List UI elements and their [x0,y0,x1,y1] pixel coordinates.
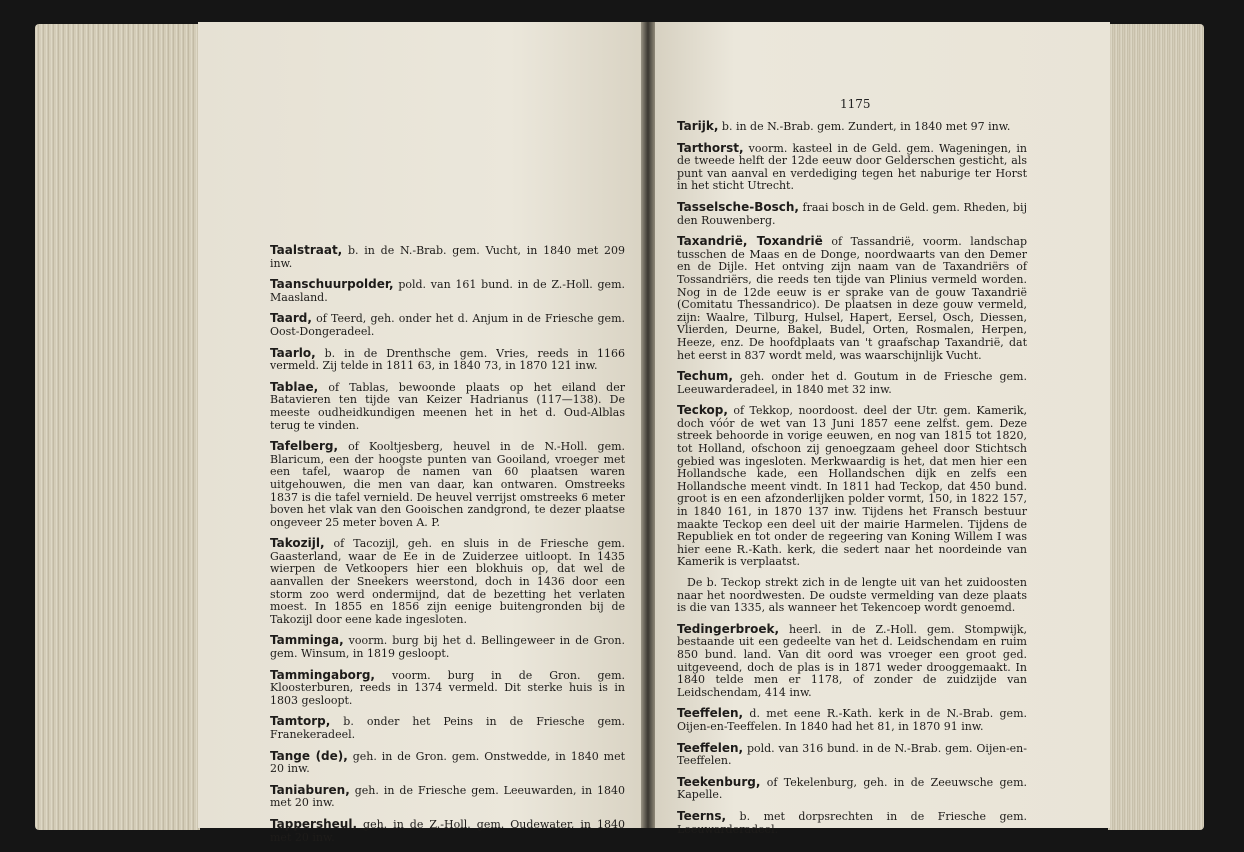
dictionary-entry [270,715,625,741]
entry-headword: Tasselsche-Bosch, [677,199,799,214]
dictionary-entry [677,707,1027,733]
left-column [270,244,625,852]
entry-text: De b. Teckop strekt zich in de lengte uit van het zuidoosten naar het noordwesten. De oudste vermelding van deze plaats is die van 1335, als wanneer het Tekencoep wordt genoemd. [677,576,1027,615]
entry-text: geh. onder het d. Goutum in de Friesche gem. Leeuwarderadeel, in 1840 met 32 inw. [677,370,1027,396]
page-edges-right [1108,24,1204,830]
right-column [677,120,1027,844]
entry-text: pold. van 316 bund. in de N.-Brab. gem. Oijen-en-Teeffelen. [677,741,1027,768]
book-gutter [641,22,655,828]
dictionary-entry [677,810,1027,836]
entry-text: b. in de Drenthsche gem. Vries, reeds in 1166 vermeld. Zij telde in 1811 63, in 1840 73, in 1870 121 inw. [270,346,625,373]
dictionary-entry [677,404,1027,569]
dictionary-entry [270,440,625,529]
entry-headword: Teeffelen, [677,740,744,755]
entry-headword: Teckop, [677,403,728,418]
entry-headword: Tarijk, [677,119,719,133]
entry-headword: Taxandrië, Toxandrië [677,234,823,249]
entry-headword: Teekenburg, [677,774,761,789]
entry-headword: Tablae, [270,379,319,394]
entry-headword: Tange (de), [270,748,348,763]
dictionary-entry [677,120,1027,134]
entry-text: geh. in de Friesche gem. Leeuwarden, in 1840 met 20 inw. [270,783,625,810]
dictionary-entry [677,623,1027,700]
entry-text: b. onder het Peins in de Friesche gem. Franekeradeel. [270,715,625,741]
entry-text: of Tekelenburg, geh. in de Zeeuwsche gem. Kapelle. [677,775,1027,802]
entry-text: b. in de N.-Brab. gem. Zundert, in 1840 met 97 inw. [718,120,1011,133]
entry-text: b. met dorpsrechten in de Friesche gem. Leeuwarderadeel. [677,809,1027,836]
entry-headword: Tamtorp, [270,714,331,729]
entry-headword: Tappersheul, [270,816,358,831]
dictionary-entry [270,818,625,844]
dictionary-entry [677,201,1027,227]
dictionary-entry [270,381,625,432]
dictionary-entry [677,235,1027,362]
dictionary-entry [677,370,1027,396]
dictionary-entry [677,577,1027,615]
entry-headword: Taalstraat, [270,243,343,257]
entry-text: of Tacozijl, geh. en sluis in de Friesche gem. Gaasterland, waar de Ee in de Zuiderzee uitloopt. In 1435 wierpen de Vetkoopers hier een blokhuis op, dat wel de aanvallen der Sneekers weerstond, doch in 1436 door een storm zoo werd ondermijnd, dat de bezetting het verlaten moest. In 1855 en 1856 zijn eenige buitengronden bij de Takozijl door eene kade ingesloten. [270,537,625,626]
dictionary-entry [677,142,1027,193]
entry-text: pold. van 161 bund. in de Z.-Holl. gem. Maasland. [270,278,625,304]
entry-headword: Tamminga, [270,633,344,648]
page-number: 1175 [840,97,871,111]
dictionary-entry [270,278,625,304]
entry-headword: Taniaburen, [270,782,350,797]
entry-text: b. in de N.-Brab. gem. Vucht, in 1840 met 209 inw. [270,244,625,270]
entry-text: voorm. burg in de Gron. gem. Kloosterburen, reeds in 1374 vermeld. Dit sterke huis is in 1803 gesloopt. [270,668,625,707]
entry-text: of Kooltjesberg, heuvel in de N.-Holl. gem. Blaricum, een der hoogste punten van Gooiland, vroeger met een tafel, waarop de namen van 60 plaatsen waren uitgehouwen, die men van daar, kan ontwaren. Omstreeks 1837 is die tafel vernield. De heuvel verrijst omstreeks 6 meter boven het vlak van den Gooischen zandgrond, te dezer plaatse ongeveer 25 meter boven A. P. [270,440,625,529]
dictionary-entry [270,537,625,626]
entry-headword: Teeffelen, [677,706,744,721]
entry-text: heerl. in de Z.-Holl. gem. Stompwijk, bestaande uit een gedeelte van het d. Leidschendam en ruim 850 bund. land. Van dit oord was vroeger een groot ged. uitgeveend, doch de plas is in 1871 weder drooggemaakt. In 1840 telde men er 1178, of zonder de zuidzijde van Leidschendam, 414 inw. [677,622,1027,699]
dictionary-entry [270,784,625,810]
entry-text: voorm. kasteel in de Geld. gem. Wageningen, in de tweede helft der 12de eeuw door Gelderschen gesticht, als punt van aanval en verdediging tegen het naburige ter Horst in het sticht Utrecht. [677,141,1027,193]
entry-text: fraai bosch in de Geld. gem. Rheden, bij den Rouwenberg. [677,200,1027,227]
dictionary-entry [270,669,625,708]
dictionary-entry [270,244,625,270]
dictionary-entry [270,347,625,373]
entry-headword: Tarthorst, [677,140,744,155]
dictionary-entry [270,312,625,338]
entry-headword: Tedingerbroek, [677,621,780,636]
entry-headword: Tafelberg, [270,439,339,454]
dictionary-entry [677,776,1027,802]
entry-headword: Taarlo, [270,345,316,360]
entry-text: of Tekkop, noordoost. deel der Utr. gem. Kamerik, doch vóór de wet van 13 Juni 1857 eene zelfst. gem. Deze streek behoorde in vorige eeuwen, en nog van 1815 tot 1820, tot Holland, ofschoon zij genoegzaam geheel door Stichtsch gebied was ingesloten. Merkwaardig is het, dat men hier een Hollandsche kade, een Hollandschen dijk en zelfs een Hollandsche meent vindt. In 1811 had Teckop, dat 450 bund. groot is en een afzonderlijken polder vormt, 150, in 1822 157, in 1840 161, in 1870 137 inw. Tijdens het Fransch bestuur maakte Teckop een deel uit der mairie Harmelen. Tijdens de Republiek en tot onder de regeering van Koning Willem I was hier eene R.-Kath. kerk, die sedert naar het noordeinde van Kamerik is verplaatst. [677,404,1027,569]
entry-headword: Teerns, [677,808,727,823]
dictionary-entry [677,742,1027,768]
entry-headword: Taanschuurpolder, [270,277,394,292]
entry-text: d. met eene R.-Kath. kerk in de N.-Brab. gem. Oijen-en-Teeffelen. In 1840 had het 81, in 1870 91 inw. [677,707,1027,733]
entry-headword: Techum, [677,369,733,384]
entry-text: of Tablas, bewoonde plaats op het eiland der Batavieren ten tijde van Keizer Hadrianus (117—138). De meeste oudheidkundigen meenen het in het d. Oud-Alblas terug te vinden. [270,380,625,432]
entry-text: voorm. burg bij het d. Bellingeweer in de Gron. gem. Winsum, in 1819 gesloopt. [270,634,625,661]
entry-text: of Teerd, geh. onder het d. Anjum in de Friesche gem. Oost-Dongeradeel. [270,312,625,338]
entry-text: geh. in de Z.-Holl. gem. Oudewater, in 1840 met 20 inw. [270,817,625,844]
entry-headword: Tammingaborg, [270,667,375,682]
dictionary-entry [270,750,625,776]
entry-headword: Takozijl, [270,536,325,551]
page-edges-left [35,24,200,830]
dictionary-entry [270,634,625,660]
entry-text: of Tassandrië, voorm. landschap tusschen de Maas en de Donge, noordwaarts van den Demer en de Dijle. Het ontving zijn naam van de Taxandriërs of Tossandriërs, die reeds ten tijde van Plinius vermeld worden. Nog in de 12de eeuw is er sprake van de gouw Taxandrië (Comitatu Thessandrico). De plaatsen in deze gouw vermeld, zijn: Waalre, Tilburg, Hulsel, Hapert, Eersel, Osch, Diessen, Vlierden, Deurne, Bakel, Budel, Orten, Rosmalen, Herpen, Heeze, enz. De hoofdplaats van 't graafschap Taxandrië, dat het eerst in 837 wordt meld, was waarschijnlijk Vucht. [677,235,1027,362]
entry-text: geh. in de Gron. gem. Onstwedde, in 1840 met 20 inw. [270,749,625,776]
entry-headword: Taard, [270,311,312,326]
